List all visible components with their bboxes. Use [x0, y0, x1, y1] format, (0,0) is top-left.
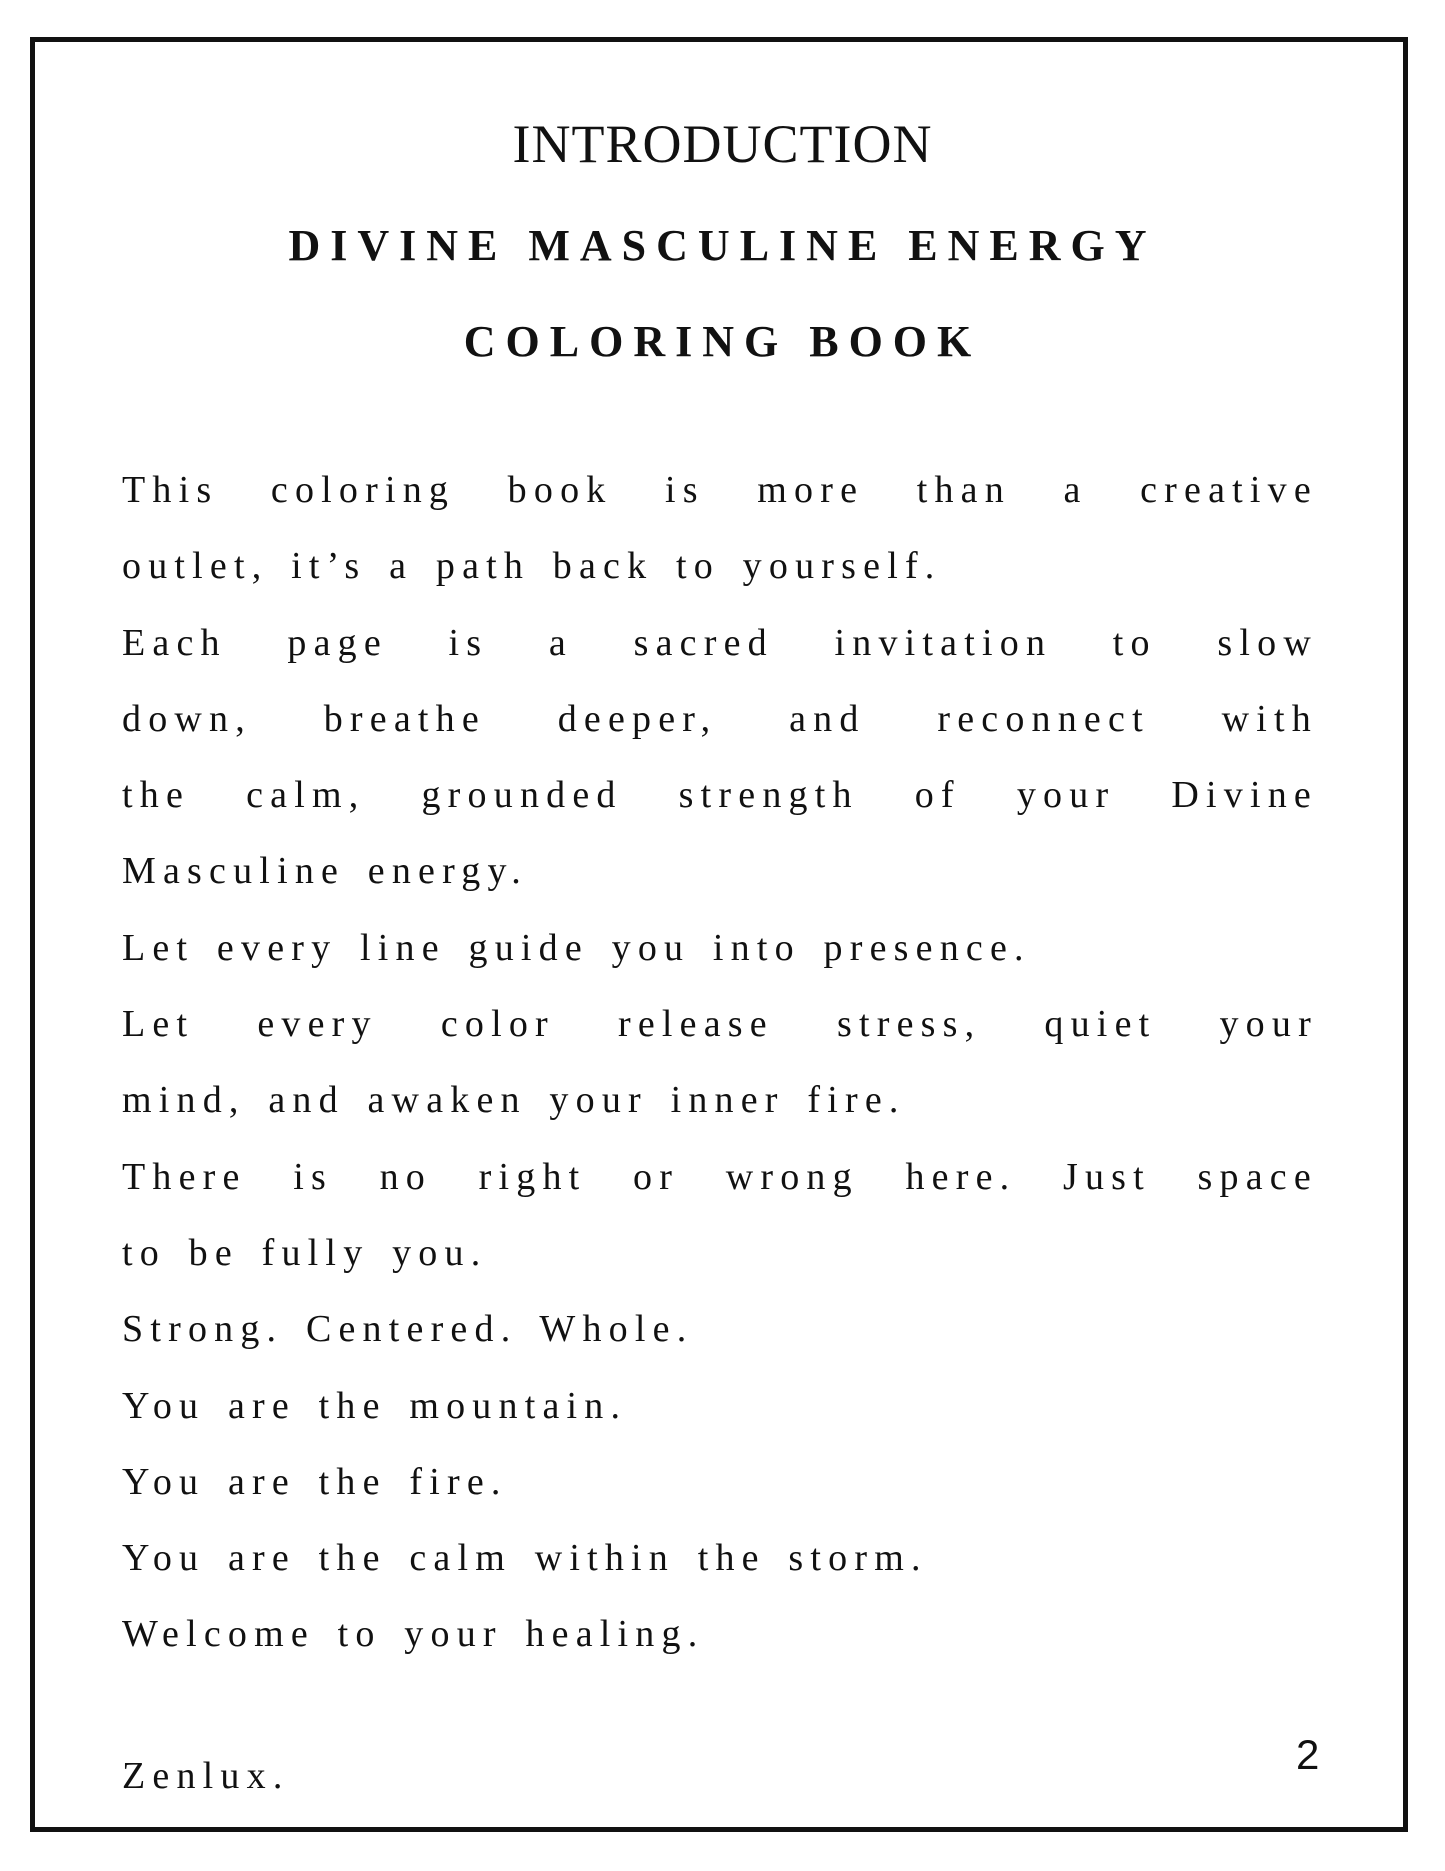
- body-word: creative: [1140, 469, 1318, 511]
- body-word: than: [916, 469, 1011, 511]
- body-word: strength: [678, 774, 859, 817]
- body-word: reconnect: [937, 697, 1150, 740]
- body-line: Let every line guide you into presence.: [122, 926, 1031, 969]
- page-number: 2: [1296, 1731, 1320, 1778]
- subtitle-line-2: COLORING BOOK: [463, 317, 982, 366]
- body-word: no: [379, 1155, 433, 1198]
- body-word: This: [122, 469, 219, 511]
- body-line: [122, 1139, 1318, 1215]
- body-word: breathe: [323, 697, 486, 740]
- body-word: There: [122, 1155, 247, 1198]
- body-line: Welcome to your healing.: [122, 1613, 705, 1656]
- body-word: deeper,: [557, 697, 718, 740]
- body-word: stress,: [836, 1003, 982, 1046]
- body-word: right: [478, 1155, 587, 1198]
- body-word: your: [1219, 1003, 1318, 1046]
- body-word: every: [257, 1003, 378, 1046]
- intro-body: [122, 452, 1318, 1673]
- body-line: Masculine energy.: [122, 850, 528, 893]
- body-word: to: [1112, 621, 1157, 664]
- body-line: [122, 986, 1318, 1062]
- body-word: or: [633, 1155, 680, 1198]
- body-word: Divine: [1171, 774, 1318, 817]
- body-word: here.: [905, 1155, 1017, 1198]
- body-word: and: [789, 697, 866, 740]
- body-word: coloring: [270, 469, 456, 511]
- body-line: mind, and awaken your inner fire.: [122, 1079, 906, 1122]
- body-line: outlet, it’s a path back to yourself.: [122, 545, 942, 588]
- body-line: [122, 605, 1318, 681]
- body-word: is: [448, 621, 489, 664]
- body-word: down,: [122, 697, 252, 740]
- body-word: Let: [122, 1003, 195, 1046]
- body-line: [122, 681, 1318, 757]
- body-word: grounded: [421, 774, 623, 817]
- body-word: quiet: [1044, 1003, 1157, 1046]
- body-word: sacred: [633, 621, 774, 664]
- body-line: [122, 757, 1318, 833]
- body-word: release: [618, 1003, 774, 1046]
- body-line: You are the fire.: [122, 1460, 508, 1503]
- body-line: [122, 452, 1318, 528]
- body-word: of: [914, 774, 961, 817]
- subtitle-line-1: DIVINE MASCULINE ENERGY: [288, 221, 1157, 270]
- body-word: book: [507, 469, 613, 511]
- body-word: page: [287, 621, 388, 664]
- body-word: color: [440, 1003, 555, 1046]
- body-word: a: [1063, 469, 1088, 511]
- body-word: with: [1221, 697, 1318, 740]
- body-word: calm,: [246, 774, 366, 817]
- body-word: the: [122, 774, 191, 817]
- body-word: is: [293, 1155, 333, 1198]
- page-title: INTRODUCTION: [512, 114, 933, 174]
- body-word: slow: [1217, 621, 1318, 664]
- body-word: space: [1197, 1155, 1318, 1198]
- body-word: Just: [1062, 1155, 1151, 1198]
- body-line: You are the mountain.: [122, 1384, 628, 1427]
- author-signature: Zenlux.: [122, 1755, 290, 1797]
- body-word: Each: [122, 621, 227, 664]
- body-line: to be fully you.: [122, 1231, 488, 1274]
- body-word: is: [665, 469, 705, 511]
- body-word: invitation: [834, 621, 1053, 664]
- body-word: a: [548, 621, 573, 664]
- body-word: your: [1016, 774, 1116, 817]
- body-word: wrong: [725, 1155, 859, 1198]
- body-line: You are the calm within the storm.: [122, 1537, 928, 1580]
- body-word: more: [757, 469, 865, 511]
- body-line: Strong. Centered. Whole.: [122, 1308, 694, 1351]
